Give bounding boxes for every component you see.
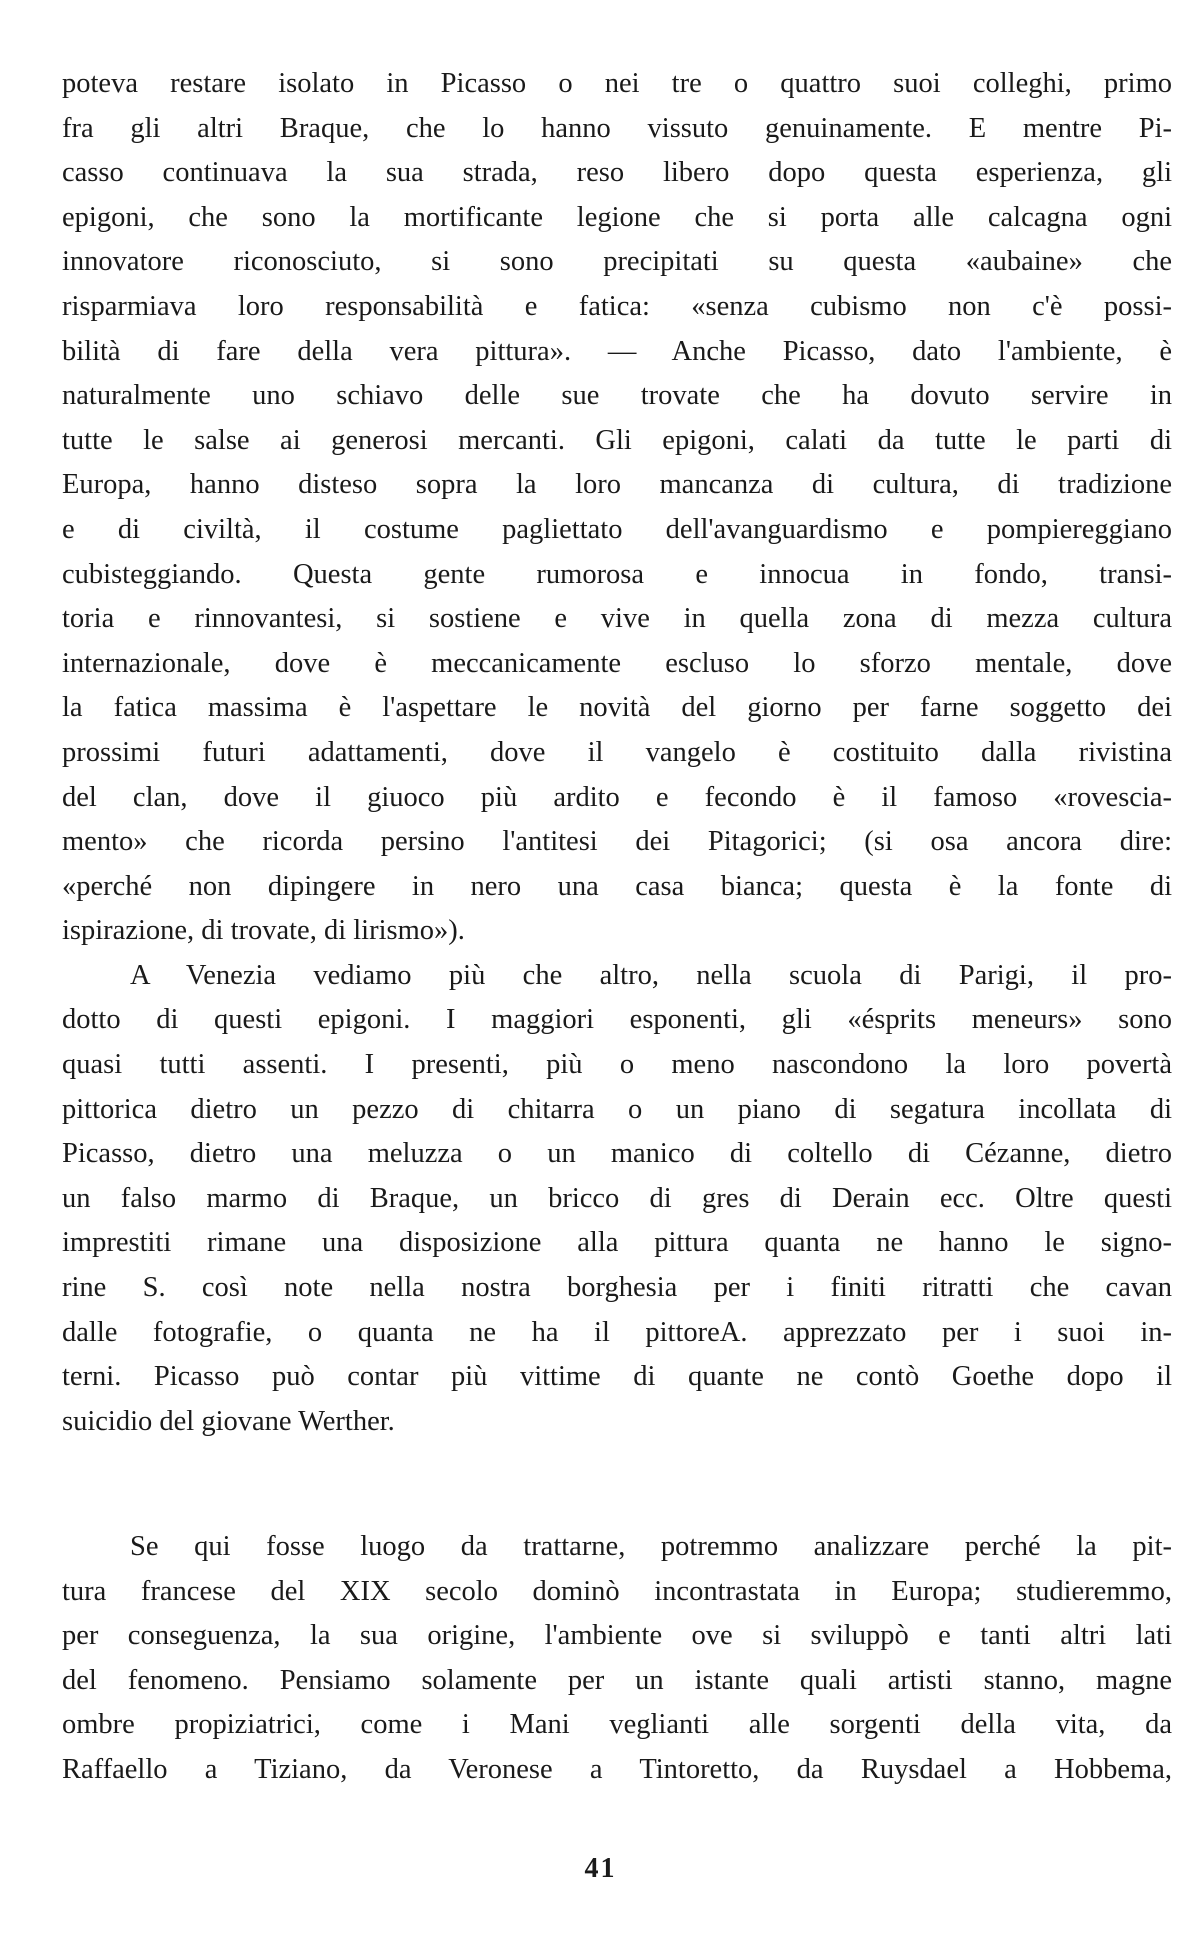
text-line: imprestiti rimane una disposizione alla pittura quanta ne hanno le signo- [62,1227,1172,1259]
text-line: cubisteggiando. Questa gente rumorosa e innocua in fondo, transi- [62,558,1172,590]
text-line: Europa, hanno disteso sopra la loro mancanza di cultura, di tradizione [62,469,1172,501]
text-line: quasi tutti assenti. I presenti, più o meno nascondono la loro povertà [62,1049,1172,1081]
text-line: internazionale, dove è meccanicamente escluso lo sforzo mentale, dove [62,647,1172,679]
text-line: un falso marmo di Braque, un bricco di gres di Derain ecc. Oltre questi [62,1182,1172,1214]
text-line: ispirazione, di trovate, di lirismo»). [62,915,465,947]
text-line: fra gli altri Braque, che lo hanno vissuto genuinamente. E mentre Pi- [62,112,1172,144]
text-line: pittorica dietro un pezzo di chitarra o un piano di segatura incollata di [62,1093,1172,1125]
text-line: Se qui fosse luogo da trattarne, potremmo analizzare perché la pit- [130,1531,1172,1562]
text-line: suicidio del giovane Werther. [62,1405,395,1437]
text-line: epigoni, che sono la mortificante legione che si porta alle calcagna ogni [62,201,1172,233]
text-line: A Venezia vediamo più che altro, nella scuola di Parigi, il pro- [130,959,1172,991]
text-line: dalle fotografie, o quanta ne ha il pittoreA. apprezzato per i suoi in- [62,1316,1172,1348]
text-line: terni. Picasso può contar più vittime di quante ne contò Goethe dopo il [62,1361,1172,1393]
text-line: poteva restare isolato in Picasso o nei tre o quattro suoi colleghi, primo [62,68,1172,99]
paragraph [62,954,1172,1445]
text-line: risparmiava loro responsabilità e fatica: «senza cubismo non c'è possi- [62,290,1172,322]
text-line: del clan, dove il giuoco più ardito e fecondo è il famoso «rovescia- [62,781,1172,813]
paragraph [62,1525,1172,1793]
text-line: Raffaello a Tiziano, da Veronese a Tintoretto, da Ruysdael a Hobbema, [62,1753,1172,1785]
text-line: prossimi futuri adattamenti, dove il vangelo è costituito dalla rivistina [62,736,1172,768]
text-line: casso continuava la sua strada, reso libero dopo questa esperienza, gli [62,157,1172,189]
paragraph [62,62,1172,954]
text-line: Picasso, dietro una meluzza o un manico di coltello di Cézanne, dietro [62,1138,1172,1170]
text-line: toria e rinnovantesi, si sostiene e vive in quella zona di mezza cultura [62,603,1172,635]
text-line: tura francese del XIX secolo dominò incontrastata in Europa; studieremmo, [62,1575,1172,1607]
text-line: bilità di fare della vera pittura». — Anche Picasso, dato l'ambiente, è [62,335,1172,367]
text-line: del fenomeno. Pensiamo solamente per un istante quali artisti stanno, magne [62,1664,1172,1696]
text-line: la fatica massima è l'aspettare le novità del giorno per farne soggetto dei [62,692,1172,724]
page-number: 41 [584,1853,617,1884]
text-line: rine S. così note nella nostra borghesia per i finiti ritratti che cavan [62,1272,1172,1304]
text-line: dotto di questi epigoni. I maggiori esponenti, gli «ésprits meneurs» sono [62,1004,1172,1036]
section-text-block [62,1525,1172,1793]
text-line: per conseguenza, la sua origine, l'ambiente ove si sviluppò e tanti altri lati [62,1620,1172,1652]
text-line: ombre propiziatrici, come i Mani veglianti alle sorgenti della vita, da [62,1709,1172,1741]
text-line: mento» che ricorda persino l'antitesi dei Pitagorici; (si osa ancora dire: [62,826,1172,858]
text-line: e di civiltà, il costume pagliettato dell'avanguardismo e pompiereggiano [62,513,1172,545]
text-line: tutte le salse ai generosi mercanti. Gli epigoni, calati da tutte le parti di [62,424,1172,456]
text-line: «perché non dipingere in nero una casa bianca; questa è la fonte di [62,870,1172,902]
text-line: innovatore riconosciuto, si sono precipitati su questa «aubaine» che [62,246,1172,278]
text-line: naturalmente uno schiavo delle sue trovate che ha dovuto servire in [62,380,1172,412]
main-text-block [62,62,1172,1444]
